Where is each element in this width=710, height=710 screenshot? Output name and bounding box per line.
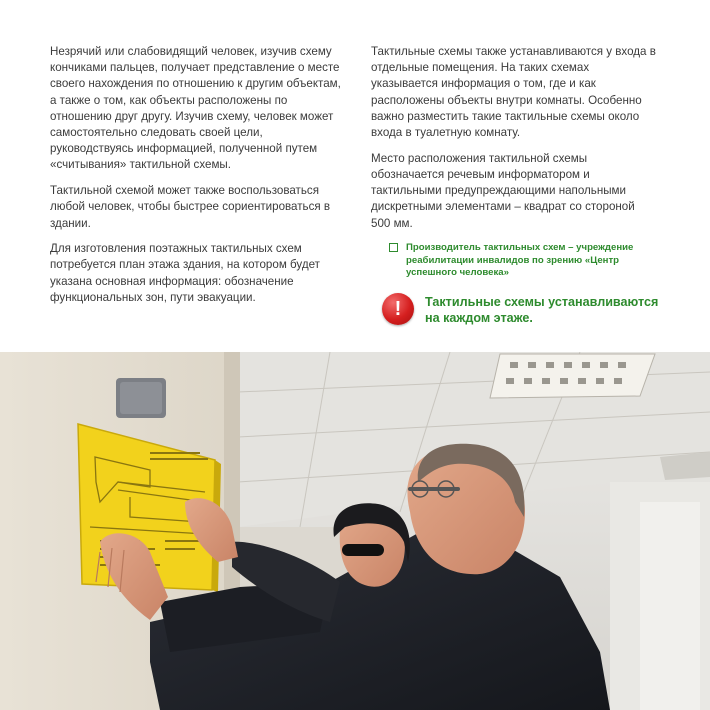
ceiling-light bbox=[490, 354, 655, 398]
exclamation-icon: ! bbox=[382, 293, 414, 325]
speaker-informer bbox=[116, 378, 166, 418]
alert-text: Тактильные схемы устанавливаются на каждом этаже. bbox=[425, 295, 659, 325]
photo-tactile-sign bbox=[0, 352, 710, 710]
right-paragraph-1: Тактильные схемы также устанавливаются у входа в отдельные помещения. На таких схемах указывается информация о том, где и как расположены объекты внутри комнаты. Особенно важно разместить такие тактильные схемы около входа в туалетную комнату. bbox=[371, 45, 656, 140]
source-note bbox=[406, 242, 636, 280]
right-paragraph-2: Место расположения тактильной схемы обозначается речевым информатором и тактильными предупреждающими напольными дискретными элементами – квадрат со стороной 500 мм. bbox=[371, 151, 635, 230]
source-note-text: Производитель тактильных схем – учреждение реабилитации инвалидов по зрению «Центр успешного человека» bbox=[406, 242, 634, 279]
left-paragraph-2: Тактильной схемой может также воспользоваться любой человек, чтобы быстрее сориентироваться в здании. bbox=[50, 184, 331, 230]
left-paragraph-3: Для изготовления поэтажных тактильных схем потребуется план этажа здания, на котором будет указана основная информация: обозначение функциональных зон, пути эвакуации. bbox=[50, 242, 320, 304]
left-text-column bbox=[50, 44, 342, 316]
right-text-column bbox=[371, 44, 657, 241]
alert-callout bbox=[382, 292, 682, 332]
left-paragraph-1: Незрячий или слабовидящий человек, изучив схему кончиками пальцев, получает представление о месте своего нахождения по отношению к другим объектам, а также о том, как объекты расположены по отношению друг другу. Изучив схему, человек может самостоятельно следовать своей цели, руководствуясь информацией, полученной путем «считывания» тактильной схемы. bbox=[50, 45, 341, 172]
checkbox-bullet-icon bbox=[389, 243, 398, 252]
